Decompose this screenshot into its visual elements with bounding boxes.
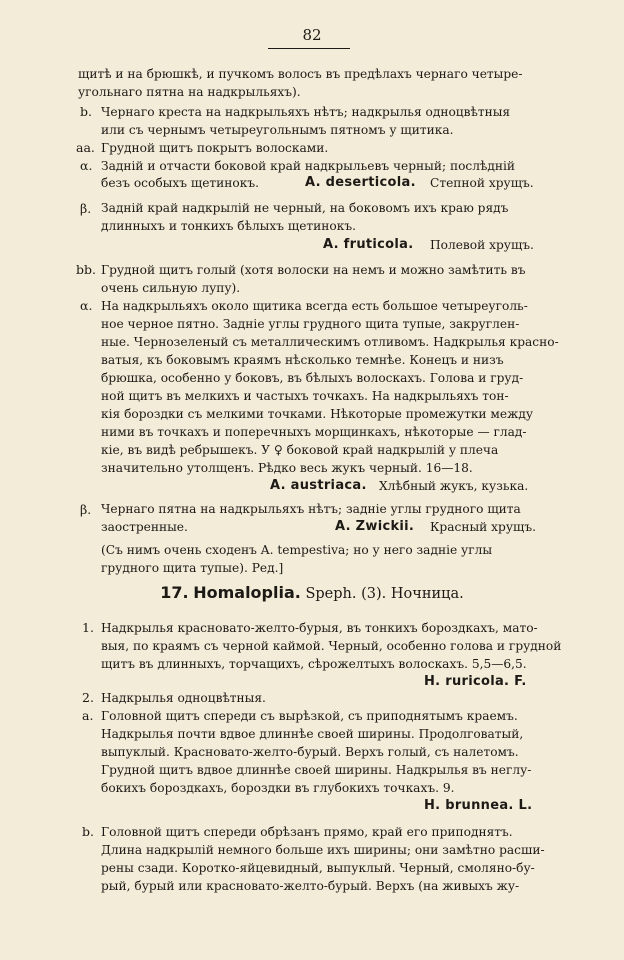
text-line: угольнаго пятна на надкрыльяхъ). bbox=[78, 85, 301, 99]
text-line: Чернаго креста на надкрыльяхъ нѣтъ; надкрылья одноцвѣтныя bbox=[101, 105, 511, 119]
species-name: A. fruticola. bbox=[323, 237, 414, 252]
text-line: ватыя, къ боковымъ краямъ нѣсколько темнѣе. Конецъ и низъ bbox=[101, 353, 504, 367]
text-line: ные. Чернозеленый съ металлическимъ отливомъ. Надкрылья красно- bbox=[101, 335, 559, 349]
text-line: ное черное пятно. Задніе углы грудного щита тупые, закруглен- bbox=[101, 317, 520, 331]
genus-heading bbox=[0, 583, 624, 602]
text-line: выя, по краямъ съ черной каймой. Черный, особенно голова и грудной bbox=[101, 639, 562, 653]
item-marker: β. bbox=[80, 201, 92, 216]
text-line: Задній край надкрылій не черный, на боковомъ ихъ краю рядъ bbox=[101, 201, 509, 215]
common-name: Хлѣбный жукъ, кузька. bbox=[379, 479, 529, 493]
page-number: 82 bbox=[302, 26, 322, 44]
page-number-rule bbox=[268, 48, 350, 49]
text-line: щитъ въ длинныхъ, торчащихъ, сѣрожелтыхъ волоскахъ. 5,5—6,5. bbox=[101, 657, 527, 671]
text-line: Надкрылья красновато-желто-бурыя, въ тонкихъ бороздкахъ, мато- bbox=[101, 621, 538, 635]
common-name: Красный хрущъ. bbox=[430, 520, 536, 534]
editor-note-line: грудного щита тупые). Ред.] bbox=[101, 561, 284, 575]
text-line: Надкрылья одноцвѣтныя. bbox=[101, 691, 266, 705]
text-line: Головной щитъ спереди обрѣзанъ прямо, край его приподнятъ. bbox=[101, 825, 513, 839]
item-marker: β. bbox=[80, 502, 92, 517]
text-line: кія бороздки съ мелкими точками. Нѣкоторые промежутки между bbox=[101, 407, 534, 421]
text-line: безъ особыхъ щетинокъ. bbox=[101, 176, 259, 190]
text-line: бокихъ бороздкахъ, бороздки въ глубокихъ точкахъ. 9. bbox=[101, 781, 455, 795]
item-marker: a. bbox=[82, 708, 94, 723]
text-line: Задній и отчасти боковой край надкрыльевъ черный; послѣдній bbox=[101, 159, 515, 173]
text-line: Надкрылья почти вдвое длиннѣе своей ширины. Продолговатый, bbox=[101, 727, 524, 741]
item-marker: aa. bbox=[76, 140, 95, 155]
item-marker: 1. bbox=[82, 620, 94, 635]
text-line: Грудной щитъ покрытъ волосками. bbox=[101, 141, 329, 155]
species-name: A. Zwickii. bbox=[335, 519, 415, 534]
species-name: H. ruricola. F. bbox=[424, 674, 527, 689]
text-line: Грудной щитъ вдвое длиннѣе своей ширины. Надкрылья въ неглу- bbox=[101, 763, 532, 777]
text-line: рый, бурый или красновато-желто-бурый. Верхъ (на живыхъ жу- bbox=[101, 879, 520, 893]
text-line: Грудной щитъ голый (хотя волоски на немъ и можно замѣтить въ bbox=[101, 263, 526, 277]
species-name: A. austriaca. bbox=[270, 478, 367, 493]
item-marker: b. bbox=[82, 824, 94, 839]
text-line: щитѣ и на брюшкѣ, и пучкомъ волосъ въ предѣлахъ чернаго четыре- bbox=[78, 67, 523, 81]
genus-name: Homaloplia. bbox=[193, 583, 301, 602]
item-marker: α. bbox=[80, 298, 93, 313]
text-line: длинныхъ и тонкихъ бѣлыхъ щетинокъ. bbox=[101, 219, 357, 233]
item-marker: b. bbox=[80, 104, 92, 119]
item-marker: α. bbox=[80, 158, 93, 173]
common-name: Полевой хрущъ. bbox=[430, 238, 534, 252]
text-line: ними въ точкахъ и поперечныхъ морщинкахъ, нѣкоторые — глад- bbox=[101, 425, 527, 439]
text-line: заостренные. bbox=[101, 520, 188, 534]
text-line: кіе, въ видѣ ребрышекъ. У ♀ боковой край надкрылій у плеча bbox=[101, 443, 499, 457]
item-marker: 2. bbox=[82, 690, 94, 705]
text-line: На надкрыльяхъ около щитика всегда есть большое четыреуголь- bbox=[101, 299, 528, 313]
text-line: брюшка, особенно у боковъ, въ бѣлыхъ волоскахъ. Голова и груд- bbox=[101, 371, 524, 385]
item-marker: bb. bbox=[76, 262, 96, 277]
species-name: A. deserticola. bbox=[305, 175, 416, 190]
species-name: H. brunnea. L. bbox=[424, 798, 533, 813]
genus-number: 17. bbox=[160, 583, 189, 602]
text-line: Чернаго пятна на надкрыльяхъ нѣтъ; заднiе углы грудного щита bbox=[101, 502, 521, 516]
genus-author: Speph. (3). bbox=[305, 586, 387, 602]
text-line: Головной щитъ спереди съ вырѣзкой, съ приподнятымъ краемъ. bbox=[101, 709, 518, 723]
common-name: Степной хрущъ. bbox=[430, 176, 534, 190]
text-line: или съ чернымъ четыреугольнымъ пятномъ у щитика. bbox=[101, 123, 454, 137]
editor-note-line: (Съ нимъ очень сходенъ A. tempestiva; но у него заднiе углы bbox=[101, 543, 493, 557]
text-line: Длина надкрылій немного больше ихъ ширины; они замѣтно расши- bbox=[101, 843, 545, 857]
genus-common-name: Ночница. bbox=[390, 586, 464, 602]
text-line: значительно утолщенъ. Рѣдко весь жукъ черный. 16—18. bbox=[101, 461, 473, 475]
text-line: ной щитъ въ мелкихъ и частыхъ точкахъ. На надкрыльяхъ тон- bbox=[101, 389, 509, 403]
text-line: рены сзади. Коротко-яйцевидный, выпуклый. Черный, смоляно-бу- bbox=[101, 861, 535, 875]
text-line: выпуклый. Красновато-желто-бурый. Верхъ голый, съ налетомъ. bbox=[101, 745, 519, 759]
text-line: очень сильную лупу). bbox=[101, 281, 241, 295]
